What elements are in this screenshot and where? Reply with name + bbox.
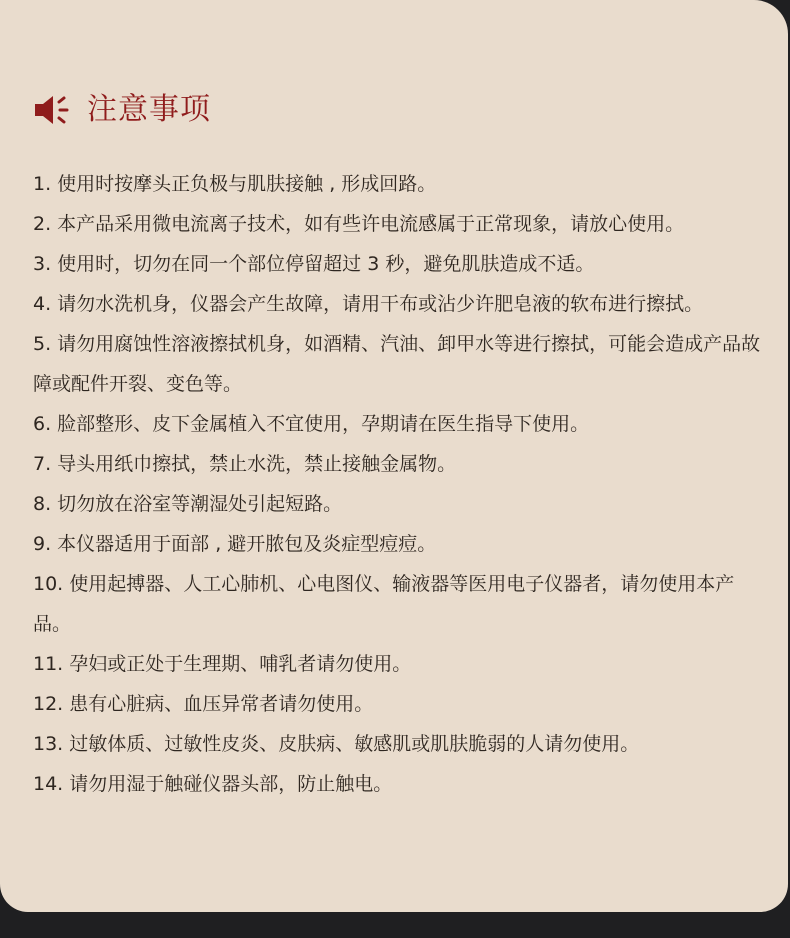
notice-item: 7. 导头用纸巾擦拭，禁止水洗，禁止接触金属物。 xyxy=(33,453,457,475)
notice-item: 2. 本产品采用微电流离子技术，如有些许电流感属于正常现象，请放心使用。 xyxy=(33,213,685,235)
notice-header xyxy=(33,88,211,132)
notice-item: 13. 过敏体质、过敏性皮炎、皮肤病、敏感肌或肌肤脆弱的人请勿使用。 xyxy=(33,733,640,755)
notice-item: 12. 患有心脏病、血压异常者请勿使用。 xyxy=(33,693,374,715)
notice-item: 8. 切勿放在浴室等潮湿处引起短路。 xyxy=(33,493,343,515)
notice-item: 14. 请勿用湿于触碰仪器头部，防止触电。 xyxy=(33,773,393,795)
notice-item: 9. 本仪器适用于面部 , 避开脓包及炎症型痘痘。 xyxy=(33,533,437,555)
notice-item: 1. 使用时按摩头正负极与肌肤接触 , 形成回路。 xyxy=(33,173,437,195)
notice-item: 4. 请勿水洗机身，仪器会产生故障，请用干布或沾少许肥皂液的软布进行擦拭。 xyxy=(33,293,704,315)
speaker-icon xyxy=(33,90,73,130)
notice-item: 6. 脸部整形、皮下金属植入不宜使用，孕期请在医生指导下使用。 xyxy=(33,413,590,435)
notice-item: 5. 请勿用腐蚀性溶液擦拭机身，如酒精、汽油、卸甲水等进行擦拭，可能会造成产品故障或配件开裂、变色等。 xyxy=(33,333,761,395)
page-title: 注意事项 xyxy=(87,92,211,127)
notice-item: 3. 使用时，切勿在同一个部位停留超过 3 秒，避免肌肤造成不适。 xyxy=(33,253,595,275)
notice-item: 10. 使用起搏器、人工心肺机、心电图仪、输液器等医用电子仪器者，请勿使用本产品。 xyxy=(33,573,735,635)
notice-list xyxy=(33,164,763,804)
notice-item: 11. 孕妇或正处于生理期、哺乳者请勿使用。 xyxy=(33,653,412,675)
